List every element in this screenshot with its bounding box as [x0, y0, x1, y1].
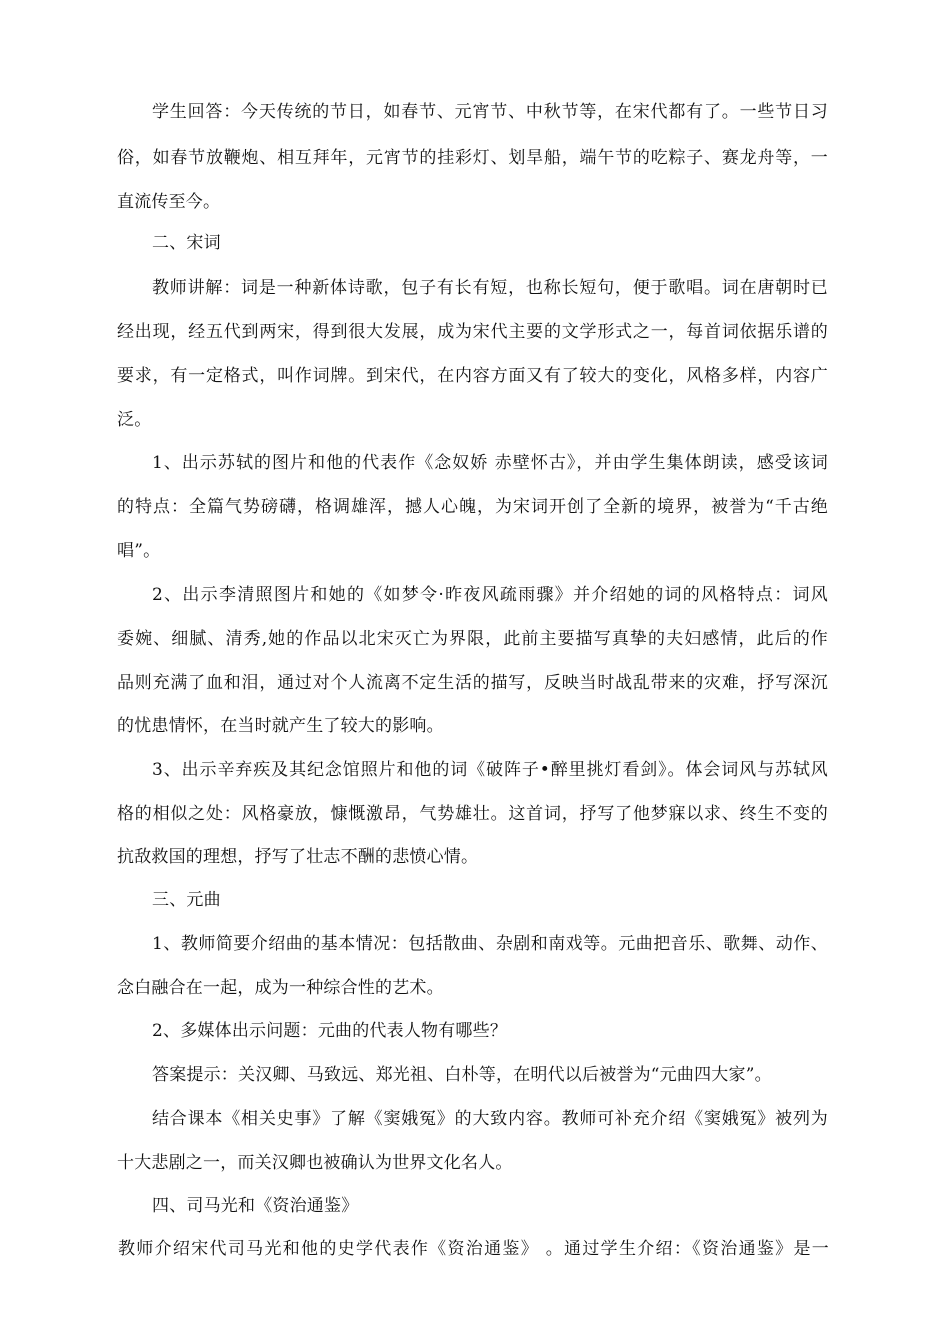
paragraph-line: 俗，如春节放鞭炮、相互拜年，元宵节的挂彩灯、划旱船，端午节的吃粽子、赛龙舟等，一 — [117, 148, 828, 168]
section-heading: 四、司马光和《资治通鉴》 — [152, 1196, 359, 1216]
section-heading: 二、宋词 — [152, 233, 221, 253]
paragraph-line: 委婉、细腻、清秀,她的作品以北宋灭亡为界限，此前主要描写真挚的夫妇感情，此后的作 — [117, 629, 828, 649]
paragraph-line: 要求，有一定格式，叫作词牌。到宋代，在内容方面又有了较大的变化，风格多样，内容广 — [117, 366, 828, 386]
paragraph-line: 的特点：全篇气势磅礴，格调雄浑，撼人心魄，为宋词开创了全新的境界，被誉为“千古绝 — [117, 497, 828, 517]
section-heading: 三、元曲 — [152, 890, 221, 910]
paragraph-line: 1、教师简要介绍曲的基本情况：包括散曲、杂剧和南戏等。元曲把音乐、歌舞、动作、 — [152, 934, 828, 954]
paragraph-line: 泛。 — [117, 410, 152, 430]
paragraph-line: 品则充满了血和泪，通过对个人流离不定生活的描写，反映当时战乱带来的灾难，抒写深沉 — [117, 673, 828, 693]
paragraph-line: 答案提示：关汉卿、马致远、郑光祖、白朴等，在明代以后被誉为“元曲四大家”。 — [152, 1065, 772, 1085]
paragraph-line: 直流传至今。 — [117, 192, 221, 212]
paragraph-line: 十大悲剧之一，而关汉卿也被确认为世界文化名人。 — [117, 1153, 513, 1173]
paragraph-line: 经出现，经五代到两宋，得到很大发展，成为宋代主要的文学形式之一，每首词依据乐谱的 — [117, 322, 828, 342]
paragraph-line: 3、出示辛弃疾及其纪念馆照片和他的词《破阵子•醉里挑灯看剑》。体会词风与苏轼风 — [152, 760, 828, 780]
paragraph-line: 2、多媒体出示问题：元曲的代表人物有哪些？ — [152, 1021, 508, 1041]
paragraph-line: 教师介绍宋代司马光和他的史学代表作《资治通鉴》 。通过学生介绍：《资治通鉴》是一 — [118, 1239, 829, 1259]
paragraph-line: 唱”。 — [117, 541, 161, 561]
paragraph-line: 教师讲解：词是一种新体诗歌，包子有长有短，也称长短句，便于歌唱。词在唐朝时已 — [152, 278, 828, 298]
paragraph-line: 1、出示苏轼的图片和他的代表作《念奴娇 赤壁怀古》，并由学生集体朗读，感受该词 — [152, 453, 828, 473]
paragraph-line: 学生回答：今天传统的节日，如春节、元宵节、中秋节等，在宋代都有了。一些节日习 — [152, 102, 828, 122]
paragraph-line: 结合课本《相关史事》了解《窦娥冤》的大致内容。教师可补充介绍《窦娥冤》被列为 — [152, 1109, 828, 1129]
paragraph-line: 抗敌救国的理想，抒写了壮志不酬的悲愤心情。 — [117, 847, 479, 867]
paragraph-line: 2、出示李清照图片和她的《如梦令·昨夜风疏雨骤》并介绍她的词的风格特点：词风 — [152, 585, 828, 605]
paragraph-line: 格的相似之处：风格豪放，慷慨激昂，气势雄壮。这首词，抒写了他梦寐以求、终生不变的 — [117, 804, 828, 824]
paragraph-line: 念白融合在一起，成为一种综合性的艺术。 — [117, 978, 444, 998]
paragraph-line: 的忧患情怀，在当时就产生了较大的影响。 — [117, 716, 444, 736]
